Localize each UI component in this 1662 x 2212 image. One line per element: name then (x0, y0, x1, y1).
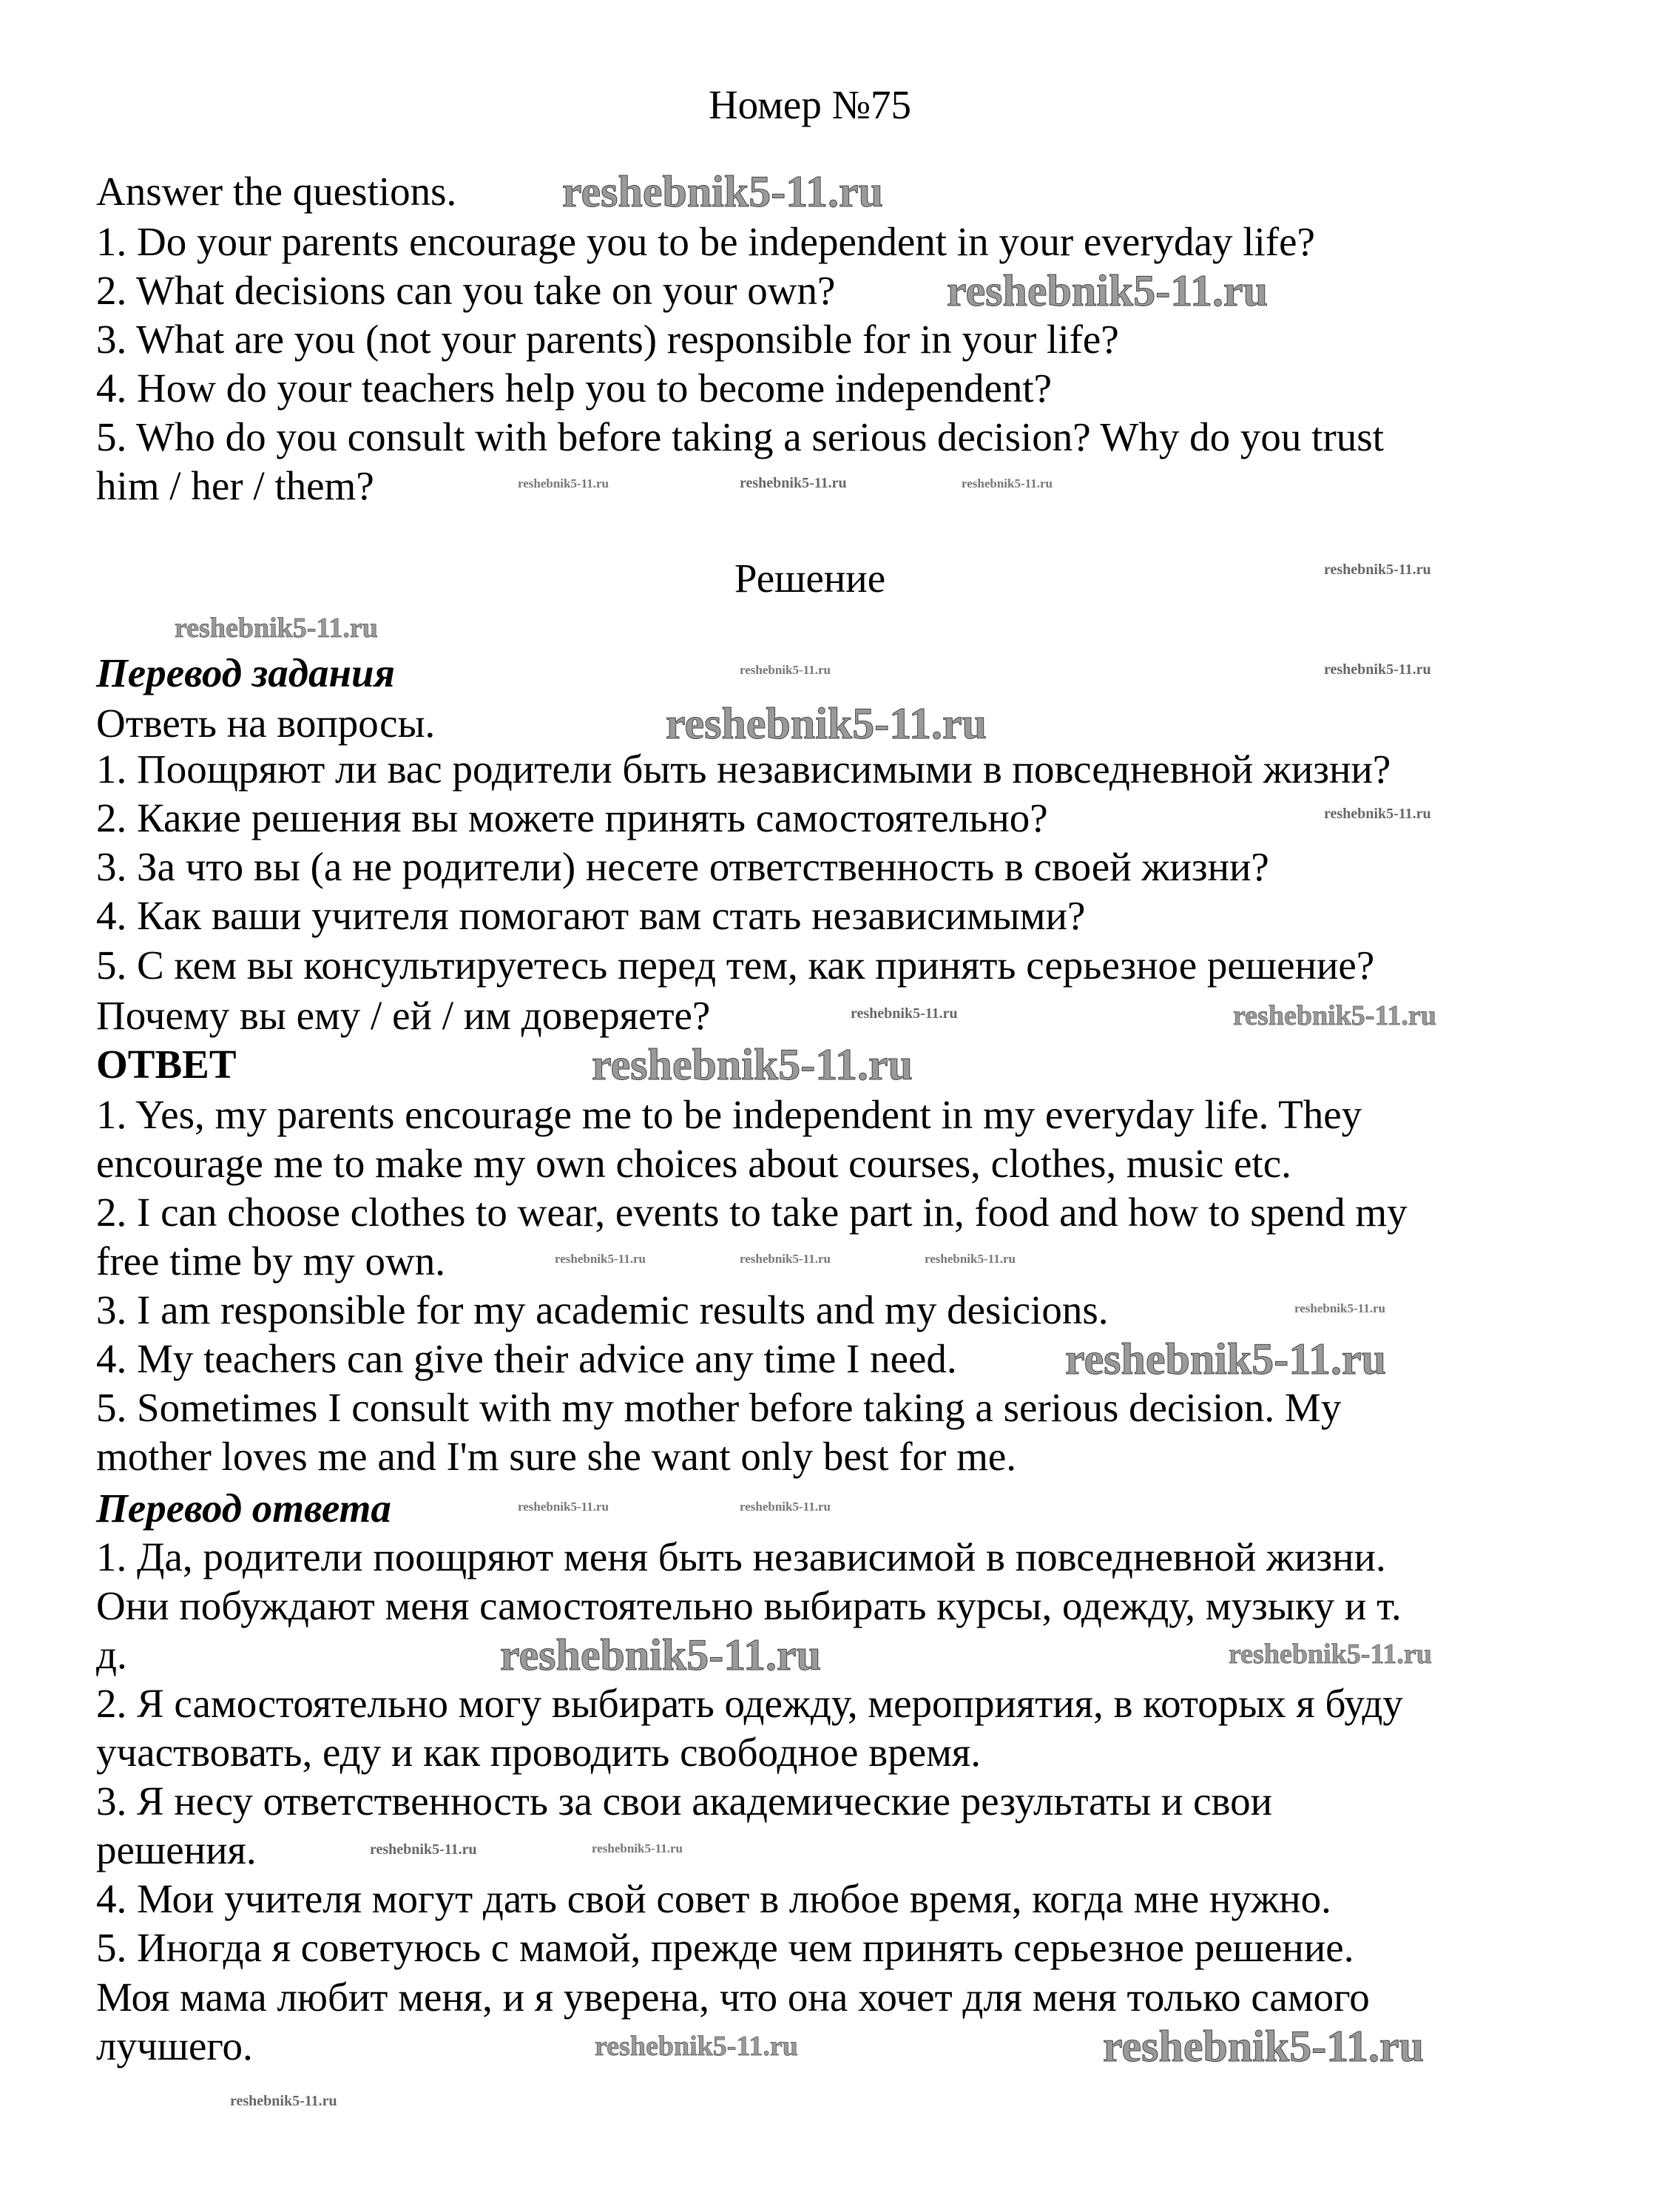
translation-line: 4. Как ваши учителя помогают вам стать независимыми? (96, 893, 1086, 938)
solution-title: Решение (734, 556, 886, 601)
task-line: 5. Who do you consult with before taking a serious decision? Why do you trust (96, 414, 1384, 459)
watermark: reshebnik5-11.ru (1229, 1639, 1432, 1670)
watermark: reshebnik5-11.ru (740, 1252, 831, 1266)
watermark: reshebnik5-11.ru (595, 2031, 798, 2062)
watermark: reshebnik5-11.ru (555, 1252, 646, 1266)
answer-translation-line: 2. Я самостоятельно могу выбирать одежду, мероприятия, в которых я буду (96, 1681, 1403, 1726)
watermark: reshebnik5-11.ru (518, 476, 609, 490)
answer-translation-line: 4. Мои учителя могут дать свой совет в любое время, когда мне нужно. (96, 1876, 1331, 1921)
answer-line: 1. Yes, my parents encourage me to be independent in my everyday life. They (96, 1092, 1362, 1137)
answer-translation-line: участвовать, еду и как проводить свободное время. (96, 1730, 981, 1775)
answer-translation-heading: Перевод ответа (96, 1486, 391, 1531)
watermark: reshebnik5-11.ru (740, 1500, 831, 1514)
answer-translation-line: решения. (96, 1827, 257, 1872)
answer-translation-line: д. (96, 1632, 127, 1677)
answer-translation-line: Они побуждают меня самостоятельно выбирать курсы, одежду, музыку и т. (96, 1583, 1402, 1628)
watermark: reshebnik5-11.ru (500, 1631, 821, 1679)
answer-translation-line: Моя мама любит меня, и я уверена, что она хочет для меня только самого (96, 1975, 1370, 2020)
watermark: reshebnik5-11.ru (592, 1841, 683, 1855)
watermark: reshebnik5-11.ru (1294, 1301, 1385, 1315)
watermark: reshebnik5-11.ru (1065, 1335, 1386, 1383)
watermark: reshebnik5-11.ru (592, 1040, 913, 1089)
answer-line: 2. I can choose clothes to wear, events to take part in, food and how to spend my (96, 1190, 1408, 1235)
task-heading: Answer the questions. (96, 169, 457, 214)
watermark: reshebnik5-11.ru (740, 475, 847, 491)
task-translation-heading: Перевод задания (96, 650, 395, 695)
watermark: reshebnik5-11.ru (947, 266, 1268, 315)
answer-line: 3. I am responsible for my academic results and my desicions. (96, 1287, 1109, 1332)
watermark: reshebnik5-11.ru (1324, 806, 1431, 822)
watermark: reshebnik5-11.ru (518, 1500, 609, 1514)
page-title: Номер №75 (708, 82, 912, 127)
answer-translation-line: лучшего. (96, 2023, 253, 2068)
watermark: reshebnik5-11.ru (1324, 661, 1431, 678)
watermark: reshebnik5-11.ru (962, 476, 1053, 490)
answer-heading: ОТВЕТ (96, 1042, 237, 1087)
task-line: him / her / them? (96, 463, 374, 508)
watermark: reshebnik5-11.ru (370, 1841, 477, 1858)
translation-line: 3. За что вы (а не родители) несете ответственность в своей жизни? (96, 844, 1269, 889)
task-line: 3. What are you (not your parents) responsible for in your life? (96, 317, 1119, 362)
translation-line: Почему вы ему / ей / им доверяете? (96, 993, 711, 1038)
answer-line: 4. My teachers can give their advice any time I need. (96, 1336, 957, 1381)
translation-line: 5. С кем вы консультируетесь перед тем, как принять серьезное решение? (96, 943, 1375, 988)
answer-line: free time by my own. (96, 1238, 445, 1284)
watermark: reshebnik5-11.ru (230, 2093, 337, 2109)
answer-line: encourage me to make my own choices about courses, clothes, music etc. (96, 1141, 1291, 1186)
task-line: 2. What decisions can you take on your own? (96, 268, 836, 313)
answer-translation-line: 3. Я несу ответственность за свои академические результаты и свои (96, 1778, 1273, 1824)
translation-line: 1. Поощряют ли вас родители быть независимыми в повседневной жизни? (96, 746, 1391, 792)
watermark: reshebnik5-11.ru (562, 167, 883, 216)
watermark: reshebnik5-11.ru (1103, 2022, 1424, 2071)
watermark: reshebnik5-11.ru (925, 1252, 1016, 1266)
answer-translation-line: 1. Да, родители поощряют меня быть независимой в повседневной жизни. (96, 1534, 1386, 1579)
watermark: reshebnik5-11.ru (1233, 1000, 1436, 1031)
watermark: reshebnik5-11.ru (175, 613, 378, 644)
task-line: 4. How do your teachers help you to become independent? (96, 365, 1053, 411)
task-line: 1. Do your parents encourage you to be independent in your everyday life? (96, 219, 1315, 264)
watermark: reshebnik5-11.ru (666, 699, 987, 748)
answer-line: 5. Sometimes I consult with my mother before taking a serious decision. My (96, 1385, 1342, 1430)
answer-line: mother loves me and I'm sure she want only best for me. (96, 1434, 1017, 1479)
watermark: reshebnik5-11.ru (1324, 562, 1431, 578)
watermark: reshebnik5-11.ru (740, 663, 831, 677)
translation-line: 2. Какие решения вы можете принять самостоятельно? (96, 795, 1048, 840)
answer-translation-line: 5. Иногда я советуюсь с мамой, прежде чем принять серьезное решение. (96, 1925, 1354, 1970)
watermark: reshebnik5-11.ru (851, 1005, 958, 1022)
translation-line: Ответь на вопросы. (96, 701, 436, 746)
